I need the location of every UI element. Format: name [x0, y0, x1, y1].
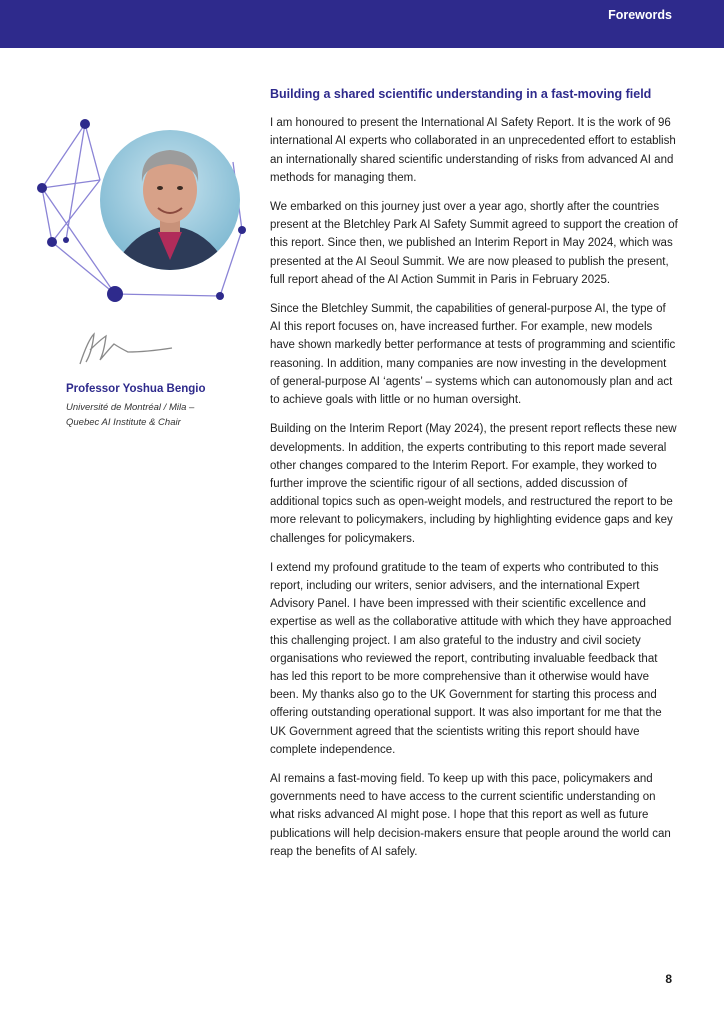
paragraph: We embarked on this journey just over a year ago, shortly after the countries present at the Bletchley Park AI Safety Summit agreed to support the creation of this report. Since then, we published an Interim Report in May 2024, which was presented at the AI Seoul Summit. We are now pleased to publish the present, full report ahead of the AI Action Summit in Paris in February 2025.	[270, 201, 678, 286]
section-label: Forewords	[608, 8, 672, 22]
header-bar	[0, 0, 724, 48]
foreword-body	[270, 86, 678, 872]
paragraph: I am honoured to present the International AI Safety Report. It is the work of 96 international AI experts who collaborated in an unprecedented effort to establish an internationally shared scientific understanding of risks from advanced AI and methods for managing them.	[270, 117, 676, 184]
paragraph: Building on the Interim Report (May 2024), the present report reflects these new developments. In addition, the experts contributing to this report made several other changes compared to the Interim Report. For example, they worked to further improve the scientific rigour of all sections, added discussion of additional topics such as open-weight models, and restructured the report to be more relevant to policymakers, including by highlighting evidence gaps and key challenges for policymakers.	[270, 423, 677, 545]
author-affiliation-line2: Quebec AI Institute & Chair	[66, 417, 181, 429]
signature	[76, 330, 176, 370]
paragraph: I extend my profound gratitude to the team of experts who contributed to this report, including our writers, senior advisers, and the international Expert Advisory Panel. I have been impressed with their scientific excellence and expertise as well as the collaborative attitude with which they have approached this challenging project. I am also grateful to the industry and civil society organisations who reviewed the report, contributing invaluable feedback that has led this report to be more comprehensive than it otherwise would have been. My thanks also go to the UK Government for starting this process and offering outstanding operational support. It was also important for me that the UK Government agreed that the scientists writing this report should have complete independence.	[270, 561, 672, 756]
portrait-photo	[100, 130, 240, 280]
author-affiliation	[66, 400, 246, 430]
author-affiliation-line1: Université de Montréal / Mila –	[66, 402, 195, 413]
paragraph: AI remains a fast-moving field. To keep up with this pace, policymakers and governments need to have access to the current scientific understanding on what risks advanced AI might pose. I hope that this report as well as future publications will help decision-makers ensure that people around the world can reap the benefits of AI safely.	[270, 772, 671, 858]
author-portrait	[30, 110, 250, 310]
author-name: Professor Yoshua Bengio	[66, 383, 206, 395]
foreword-title: Building a shared scientific understanding in a fast-moving field	[270, 87, 652, 101]
paragraph: Since the Bletchley Summit, the capabilities of general-purpose AI, the type of AI this report focuses on, have increased further. For example, new models have shown markedly better performance at tests of programming and scientific reasoning. In addition, many companies are now investing in the development of general-purpose AI ‘agents’ – systems which can autonomously plan and act to achieve goals with little or no human oversight.	[270, 303, 676, 407]
page-number: 8	[665, 972, 672, 986]
network-graphic	[30, 110, 250, 310]
